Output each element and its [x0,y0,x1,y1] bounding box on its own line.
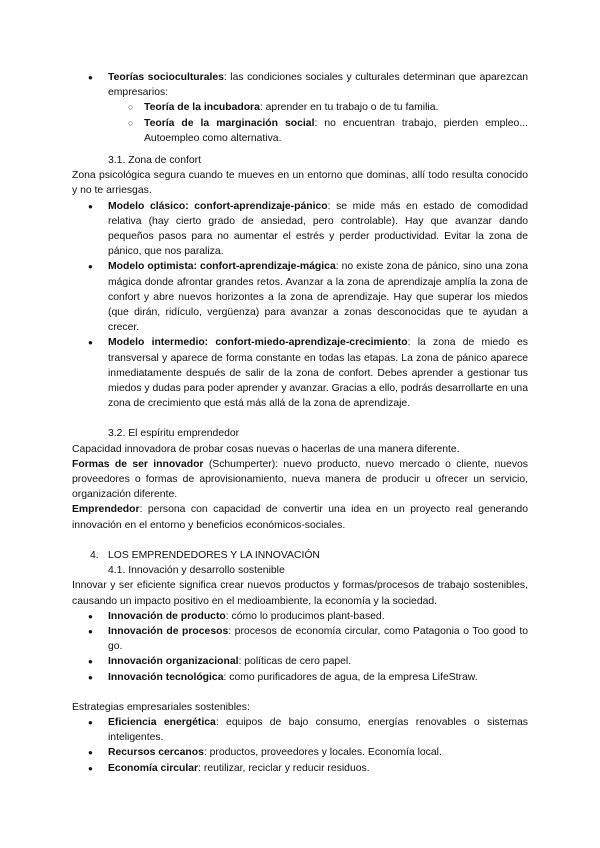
theories-list [72,70,528,146]
list-item [72,745,528,760]
term: Innovación tecnológica [108,671,224,683]
term: Modelo intermedio: confort-miedo-aprendizaje-crecimiento [108,337,408,349]
paragraph [72,457,528,503]
list-item [72,100,528,115]
term: Innovación de producto [108,610,226,622]
term: Teoría de la marginación social [144,117,315,129]
list-item [72,199,528,260]
definition: : no encuentran trabajo, pierden empleo... Autoempleo como alternativa. [144,117,528,144]
paragraph: Capacidad innovadora de probar cosas nuevas o hacerlas de una manera diferente. [72,443,460,455]
list-item [72,670,528,685]
term: Innovación de procesos [108,625,229,637]
term: Modelo optimista: confort-aprendizaje-mágica [108,261,336,273]
term: Emprendedor [72,504,140,516]
list-item [72,715,528,745]
list-item [72,116,528,146]
term: Recursos cercanos [108,747,204,759]
document-page [72,70,528,776]
list-item [72,624,528,654]
definition: : procesos de economía circular, como Patagonia o Too good to go. [108,625,528,653]
definition: (Schumperter): nuevo producto, nuevo mercado o cliente, nuevos proveedores o formas de aprovisionamiento, nueva manera de producir u ofrecer un servicio, organización diferente. [72,458,528,501]
term: Eficiencia energética [108,716,216,728]
definition: : no existe zona de pánico, sino una zona mágica donde afrontar grandes retos. Avanzar a la zona de aprendizaje amplía la zona de confort y abre nuevos horizontes a la zona de aprendizaje. Hay que superar los miedos (que dirán, ridículo, vergüenza) para avanzar a zonas desconocidas que te ayudan a crecer. [108,261,528,334]
section-heading-4 [72,548,528,563]
definition: : las condiciones sociales y culturales determinan que aparezcan empresarios: [108,72,528,99]
list-item [72,761,528,776]
definition: : reutilizar, reciclar y reducir residuos. [198,762,370,774]
comfort-zone-models-list [72,199,528,412]
definition: : políticas de cero papel. [238,656,352,668]
list-item [72,259,528,335]
sustainable-strategies-list [72,715,528,776]
section-heading-3-1: 3.1. Zona de confort [108,155,201,167]
paragraph: Estrategias empresariales sostenibles: [72,701,250,713]
definition: : persona con capacidad de convertir una idea en un proyecto real generando innovación en el entorno y beneficios económicos-sociales. [72,504,528,531]
term: Formas de ser innovador [72,458,204,470]
definition: : la zona de miedo es transversal y aparece de forma constante en todas las etapas. La zona de pánico aparece inmediatamente después de salir de la zona de confort. Debes aprender a gestionar tus miedos y dudas para poder aprender y avanzar. Gracias a ello, podrás desarrollarte en una zona de crecimiento que está más allá de la zona de aprendizaje. [108,337,529,410]
paragraph: Zona psicológica segura cuando te mueves en un entorno que dominas, allí todo resulta conocido y no te arriesgas. [72,170,528,197]
definition: : se mide más en estado de comodidad relativa (hay cierto grado de ansiedad, pero controlable). Hay que avanzar dando pequeños pasos para no aumentar el estrés y perder productividad. Evitar la zona de pánico, que nos paraliza. [108,200,528,258]
term: Teoría de la incubadora [144,102,260,114]
section-heading-3-2: 3.2. El espíritu emprendedor [108,428,240,440]
list-item [72,335,528,411]
section-number: 4. [90,549,99,561]
paragraph [72,502,528,532]
definition: : cómo lo producimos plant-based. [225,610,385,622]
term: Teorías socioculturales [108,72,224,83]
list-item [72,654,528,669]
section-heading-4-1: 4.1. Innovación y desarrollo sostenible [108,565,285,577]
list-item [72,70,528,100]
definition: : aprender en tu trabajo o de tu familia. [259,102,439,114]
definition: : productos, proveedores y locales. Economía local. [203,747,442,759]
definition: : como purificadores de agua, de la empresa LifeStraw. [223,671,478,683]
section-title: LOS EMPRENDEDORES Y LA INNOVACIÓN [108,549,320,561]
term: Modelo clásico: confort-aprendizaje-pánico [108,200,328,212]
list-item [72,609,528,624]
definition: : equipos de bajo consumo, energías renovables o sistemas inteligentes. [108,716,528,744]
paragraph: Innovar y ser eficiente significa crear nuevos productos y formas/procesos de trabajo sostenibles, causando un impacto positivo en el medioambiente, la economía y la sociedad. [72,580,528,607]
term: Economía circular [108,762,199,774]
innovation-types-list [72,609,528,685]
term: Innovación organizacional [108,656,239,668]
